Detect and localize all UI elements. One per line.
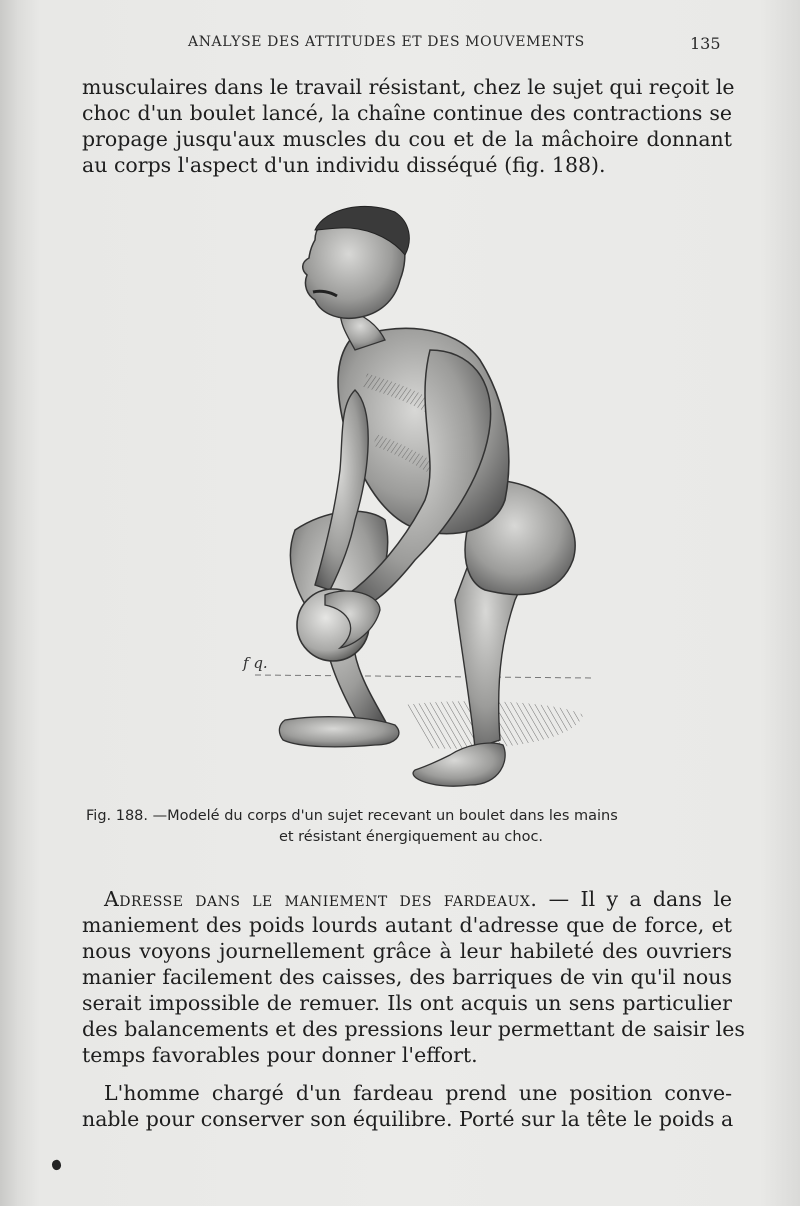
caption-line: et résistant énergiquement au choc. [278, 829, 544, 845]
text-line: des balancements et des pressions leur permettant de saisir les [82, 1017, 745, 1041]
text-line: maniement des poids lourds autant d'adresse que de force, et [82, 913, 732, 937]
text-line: au corps l'aspect d'un individu disséqué (fig. 188). [82, 153, 606, 177]
section-heading: Adresse dans le maniement des fardeaux. [104, 887, 538, 911]
running-head [0, 34, 800, 56]
text-line: serait impossible de remuer. Ils ont acquis un sens particulier [82, 991, 732, 1015]
text-line: L'homme chargé d'un fardeau prend une position conve- [104, 1081, 732, 1105]
running-head-title: ANALYSE DES ATTITUDES ET DES MOUVEMENTS [188, 34, 585, 50]
crouching-man-illustration [243, 200, 595, 800]
text-line [82, 886, 732, 912]
text-line: musculaires dans le travail résistant, chez le sujet qui reçoit le [82, 75, 735, 99]
paragraph-3 [82, 1080, 732, 1132]
text-line: nous voyons journellement grâce à leur habileté des ouvriers [82, 939, 732, 963]
text-fragment: — Il y a dans le [537, 887, 733, 911]
caption-line: Fig. 188. —Modelé du corps d'un sujet recevant un boulet dans les mains [86, 808, 618, 824]
artist-signature: f q. [243, 654, 268, 672]
figure-188-illustration [243, 200, 595, 800]
text-line: manier facilement des caisses, des barriques de vin qu'il nous [82, 965, 732, 989]
text-line: propage jusqu'aux muscles du cou et de la mâchoire donnant [82, 127, 732, 151]
figure-caption [86, 806, 736, 848]
page-number: 135 [690, 34, 721, 53]
text-line: temps favorables pour donner l'effort. [82, 1043, 478, 1067]
paragraph-2 [82, 886, 745, 1068]
text-line: nable pour conserver son équilibre. Porté sur la tête le poids a [82, 1107, 734, 1131]
text-line: choc d'un boulet lancé, la chaîne continue des contractions se [82, 101, 732, 125]
ink-blot [51, 1159, 63, 1171]
paragraph-1 [82, 74, 735, 178]
